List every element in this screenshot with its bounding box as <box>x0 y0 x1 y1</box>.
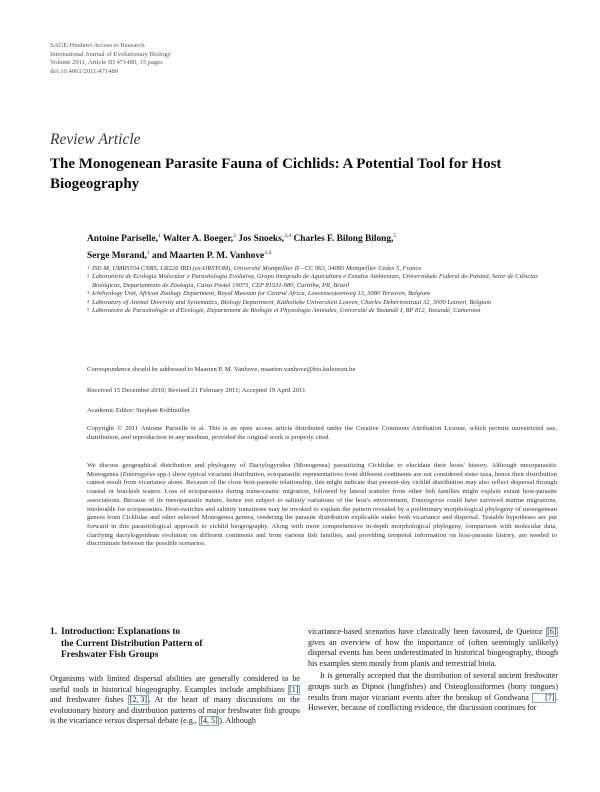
genus-name: Enterogyrus <box>411 496 445 504</box>
author-list <box>87 229 567 263</box>
article-dates: Received 15 December 2010; Revised 21 February 2011; Accepted 19 April 2011 <box>87 387 306 394</box>
citation-link[interactable]: [2, 3] <box>129 695 148 705</box>
author: Antoine Pariselle,$^1$ <box>87 233 161 245</box>
volume-line: Volume 2011, Article ID 471480, 15 pages <box>50 59 163 67</box>
publisher-line: SAGE-Hindawi Access to Research <box>50 42 145 49</box>
body-column-left <box>50 674 300 727</box>
author: Serge Morand,$^1$ <box>87 250 150 262</box>
academic-editor: Academic Editor: Stephan Koblmüller <box>87 407 191 414</box>
copyright-notice: Copyright © 2011 Antoine Pariselle et al. This is an open access article distributed under the Creative Commons Attribution License, which permits unrestricted use, distribution, and reproduction in any medium, provided the original work is properly cited. <box>87 425 557 441</box>
author: Charles F. Bilong Bilong,$^5$ <box>293 233 397 245</box>
author: Jos Snoeks,$^{3,4}$ <box>238 233 292 245</box>
genus-name: Enterogyrus <box>122 470 156 478</box>
affiliation: 2 Laboratório de Ecologia Molecular e Parasitologia Evolutiva, Grupo Integrado de Aquicultura e Estudos Ambientais, Universidade Federal do Paraná, Setor de Ciências Biológicas, Departamento de Zoologia, Caixa Postal 19073, CEP 81531-980, Curitiba, PR, Brazil <box>87 273 538 289</box>
citation-link[interactable]: [6] <box>547 627 557 636</box>
affiliations <box>87 265 557 315</box>
doi-line: doi:10.4061/2011/471480 <box>50 67 119 75</box>
paragraph: Organisms with limited dispersal abilities are generally considered to be useful tools in historical biogeography. Examples include amphibians [1] and freshwater fishes [2, 3] . At the heart of many discussions on the evolutionary history and distribution patterns of major freshwater fish groups is the vicariance versus dispersal debate (e.g., [4, 5] ). Although <box>50 674 300 726</box>
article-title: The Monogenean Parasite Fauna of Cichlids: A Potential Tool for Host Biogeography <box>50 156 502 192</box>
citation-link[interactable]: [7] <box>532 693 556 703</box>
affiliation: 4 Laboratory of Animal Diversity and Systematics, Biology Department, Katholieke Universiteit Leuven, Charles Deberiotstraat 32, 3000 Leuven, Belgium <box>87 298 492 306</box>
paragraph: vicariance-based scenarios have classically been favoured, de Queiroz [6] gives an overview of how the importance of (often seemingly unlikely) dispersal events has been underestimated in historical biogeography, though his examples stem mostly from plants and terrestrial biota. <box>308 627 558 668</box>
abstract: We discuss geographical distribution and phylogeny of Dactylogyridea (Monogenea) parasitizing Cichlidae to elucidate their hosts' history. Although mesoparasitic Monogenea (Enterogyrus spp.) show typical vicariant distribution, ectoparasitic representatives from different continents are not considered sister taxa, hence their distribution cannot result from vicariance alone. Because of the close host-parasite relationship, this might indicate that present-day cichlid distribution may also reflect dispersal through coastal or brackish waters. Loss of ectoparasites during transoceanic migration, followed by lateral transfer from other fish families might explain extant host-parasite associations. Because of its mesoparasitic nature, hence not subject to salinity variations of the host's environment, Enterogyrus could have survived marine migrations, intolerable for ectoparasites. Host-switches and salinity transitions may be invoked to explain the pattern revealed by a preliminary morphological phylogeny of monogenean genera from Cichlidae and other selected Monogenea genera, rendering the parasite distribution explicable under both vicariance and dispersal. Testable hypotheses are put forward in this parasitological approach to cichlid biogeography. Along with more comprehensive in-depth morphological phylogeny, comparison with molecular data, clarifying dactylogyridean evolution on different continents and from various fish families, and providing temporal information on host-parasite history, are needed to discriminate between the possible scenarios. <box>87 462 558 548</box>
body-column-right <box>308 627 558 714</box>
journal-header <box>50 42 171 76</box>
affiliation: 5 Laboratoire de Parasitologie et d'Ecologie, Département de Biologie et Physiologie Animales, Université de Yaoundé I, BP 812, Yaoundé, Cameroon <box>87 307 481 315</box>
citation-link[interactable]: [1] <box>289 684 299 694</box>
correspondence: Correspondence should be addressed to Maarten P. M. Vanhove, maarten.vanhove@bio.kuleuven.be <box>87 366 356 373</box>
paragraph: It is generally accepted that the distribution of several ancient freshwater groups such as Dipnoi (lungfishes) and Osteoglossiformes (bony tongues) results from major vicariant events after the breakup of Gondwana [7] . However, because of conflicting evidence, the discussion continues for <box>308 671 558 713</box>
author: Walter A. Boeger,$^2$ <box>162 233 236 245</box>
section-heading: 1. Introduction: Explanations to the Current Distribution Pattern of Freshwater Fish Groups <box>50 627 203 661</box>
author: and Maarten P. M. Vanhove$^{3,4}$ <box>152 250 272 262</box>
citation-link[interactable]: [4, 5] <box>200 716 218 726</box>
affiliation: 3 Ichthyology Unit, African Zoology Department, Royal Museum for Central Africa, Leuvensesteenweg 13, 3080 Tervuren, Belgium <box>87 290 430 298</box>
journal-name: International Journal of Evolutionary Biology <box>50 50 171 58</box>
section-number: 1. <box>50 627 58 637</box>
article-type: Review Article <box>50 131 141 148</box>
affiliation: 1 ISE-M, UMR5554 CNRS, UR226 IRD (ex-ORSTOM), Université Montpellier II—CC 063, 34095 Montpellier Cedex 5, France <box>87 265 422 272</box>
